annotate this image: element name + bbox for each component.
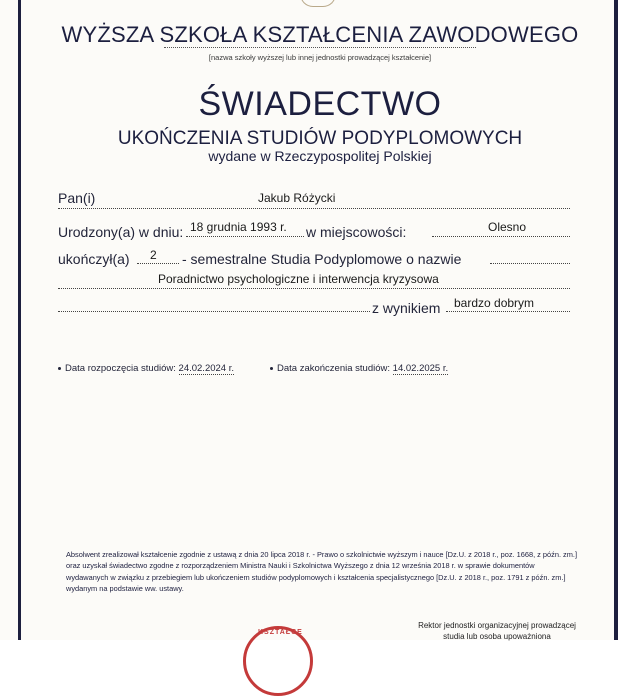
born-dotted-line [186, 236, 304, 237]
place-label: w miejscowości: [306, 224, 407, 240]
name-label: Pan(i) [58, 190, 96, 206]
school-name-underline [164, 47, 476, 48]
certificate-subtitle: UKOŃCZENIA STUDIÓW PODYPLOMOWYCH [117, 128, 523, 149]
issued-in: wydane w Rzeczypospolitej Polskiej [208, 148, 432, 164]
start-date-label: Data rozpoczęcia studiów: [65, 363, 176, 374]
semesters-dotted-line [137, 263, 179, 264]
completed-label: ukończył(a) [58, 251, 130, 267]
born-label: Urodzony(a) w dniu: [58, 224, 184, 240]
certificate-title: ŚWIADECTWO [198, 85, 442, 123]
end-date-label: Data zakończenia studiów: [277, 363, 391, 374]
school-note: [nazwa szkoły wyższej lub innej jednostki prowadzącej kształcenie] [208, 53, 432, 62]
end-date [270, 363, 448, 374]
bullet-icon [58, 367, 61, 370]
program-value: Poradnictwo psychologiczne i interwencja kryzysowa [158, 272, 439, 286]
signature-caption [404, 620, 590, 642]
place-dotted-line [432, 236, 570, 237]
born-value: 18 grudnia 1993 r. [190, 220, 287, 234]
stamp-text: KSZTAŁCE [258, 629, 303, 636]
official-stamp [243, 626, 313, 696]
end-date-value: 14.02.2025 r. [392, 363, 449, 374]
name-value: Jakub Różycki [258, 191, 336, 205]
start-date [58, 363, 234, 374]
result-label: z wynikiem [372, 300, 441, 316]
semesters-text: - semestralne Studia Podyplomowe o nazwie [182, 251, 462, 267]
result-value: bardzo dobrym [454, 296, 535, 310]
school-name: WYŻSZA SZKOŁA KSZTAŁCENIA ZAWODOWEGO [61, 22, 579, 47]
name-dotted-line [58, 208, 570, 209]
program-name-dotted-line [490, 263, 570, 264]
legal-basis-text: Absolwent zrealizował kształcenie zgodnie z ustawą z dnia 20 lipca 2018 r. - Prawo o szkolnictwie wyższym i nauce [Dz.U. z 2018 r., poz. 1668, z późn. zm.] oraz uzyskał świadectwo zgodne z rozporządzeniem Ministra Nauki i Szkolnictwa Wyższego z dnia 12 września 2018 r. w sprawie dokumentów wydawanych w związku z przebiegiem lub ukończeniem studiów podyplomowych i kształcenia specjalistycznego [Dz.U. z 2018 r., poz. 1791 z późn. zm.] wydanym na podstawie ww. ustawy. [66, 550, 578, 594]
semesters-value: 2 [150, 248, 157, 262]
start-date-value: 24.02.2024 r. [178, 363, 234, 374]
signature-line-1: Rektor jednostki organizacyjnej prowadzącej [418, 621, 576, 630]
bullet-icon [270, 367, 273, 370]
place-value: Olesno [488, 220, 527, 234]
program-dotted-line [58, 288, 570, 289]
signature-line-2: studia lub osoba upoważniona [443, 632, 551, 641]
result-lead-dotted-line [58, 311, 370, 312]
result-dotted-line [446, 311, 570, 312]
